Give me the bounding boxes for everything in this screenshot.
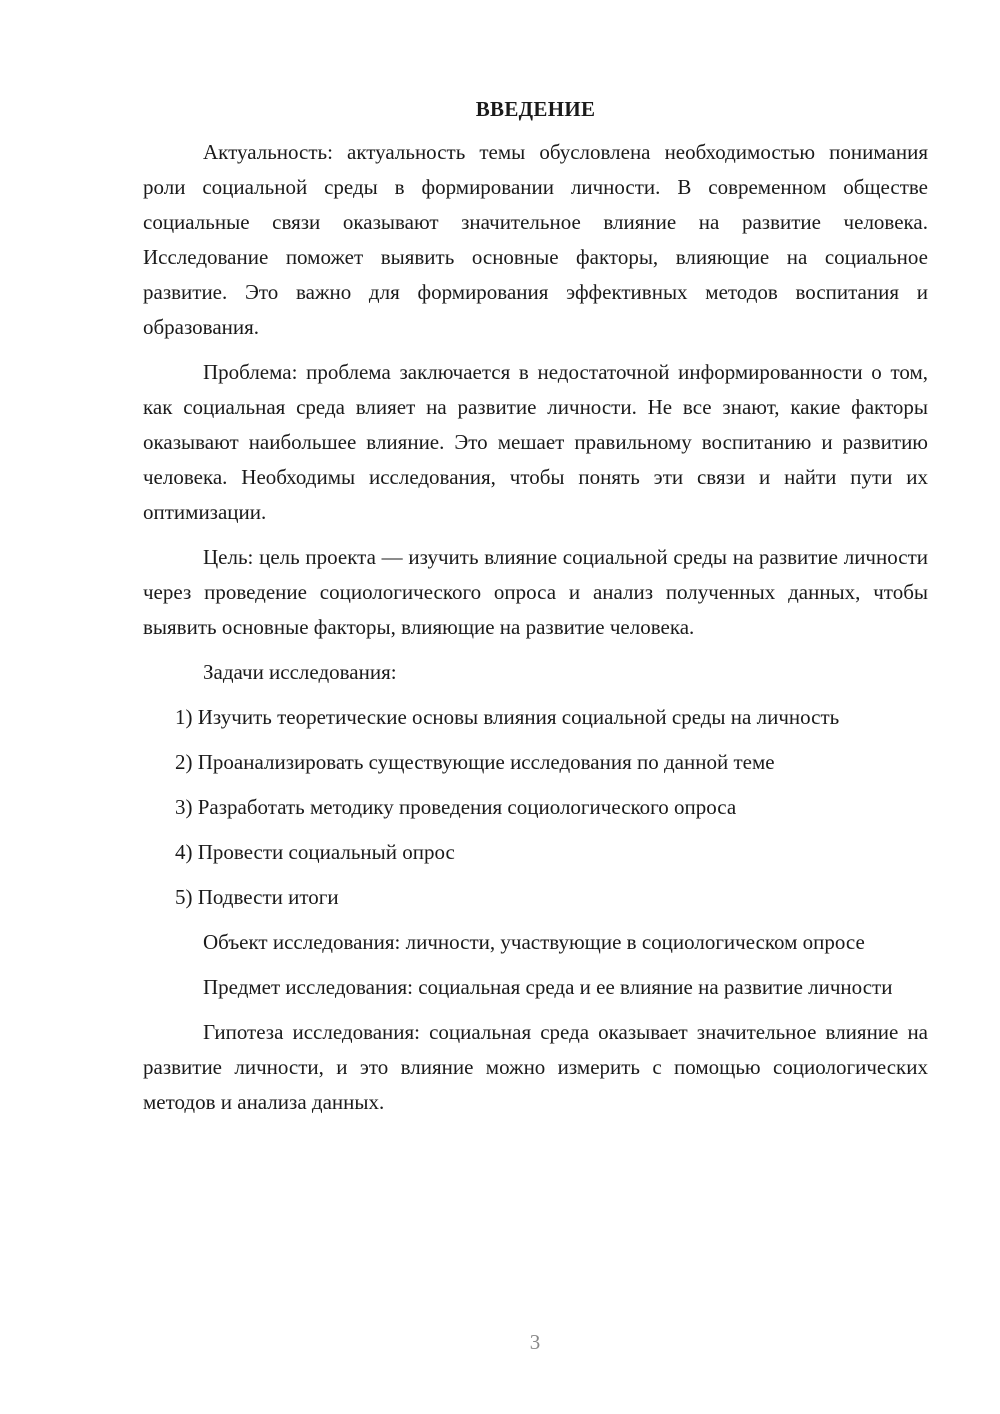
problem-paragraph: Проблема: проблема заключается в недостаточной информированности о том, как социальная среда влияет на развитие личности. Не все знают, какие факторы оказывают наибольшее влияние. Это мешает правильному воспитанию и развитию человека. Необходимы исследования, чтобы понять эти связи и найти пути их оптимизации. xyxy=(143,360,928,524)
task-item-4: 4) Провести социальный опрос xyxy=(175,840,455,864)
page-number: 3 xyxy=(529,1330,541,1354)
page-title: ВВЕДЕНИЕ xyxy=(475,97,596,121)
hypothesis-paragraph: Гипотеза исследования: социальная среда оказывает значительное влияние на развитие личности, и это влияние можно измерить с помощью социологических методов и анализа данных. xyxy=(143,1020,928,1114)
task-item-3: 3) Разработать методику проведения социологического опроса xyxy=(175,795,737,819)
tasks-heading: Задачи исследования: xyxy=(203,660,397,684)
task-item-2: 2) Проанализировать существующие исследования по данной теме xyxy=(175,750,775,774)
tasks-list xyxy=(143,700,928,915)
task-item-5: 5) Подвести итоги xyxy=(175,885,339,909)
task-item-1: 1) Изучить теоретические основы влияния социальной среды на личность xyxy=(175,705,840,729)
goal-paragraph: Цель: цель проекта — изучить влияние социальной среды на развитие личности через проведение социологического опроса и анализ полученных данных, чтобы выявить основные факторы, влияющие на развитие человека. xyxy=(143,545,928,639)
object-paragraph: Объект исследования: личности, участвующие в социологическом опросе xyxy=(203,930,865,954)
relevance-paragraph: Актуальность: актуальность темы обусловлена необходимостью понимания роли социальной среды в формировании личности. В современном обществе социальные связи оказывают значительное влияние на развитие человека. Исследование поможет выявить основные факторы, влияющие на социальное развитие. Это важно для формирования эффективных методов воспитания и образования. xyxy=(143,140,928,339)
subject-paragraph: Предмет исследования: социальная среда и ее влияние на развитие личности xyxy=(203,975,893,999)
document-page xyxy=(143,92,928,1130)
